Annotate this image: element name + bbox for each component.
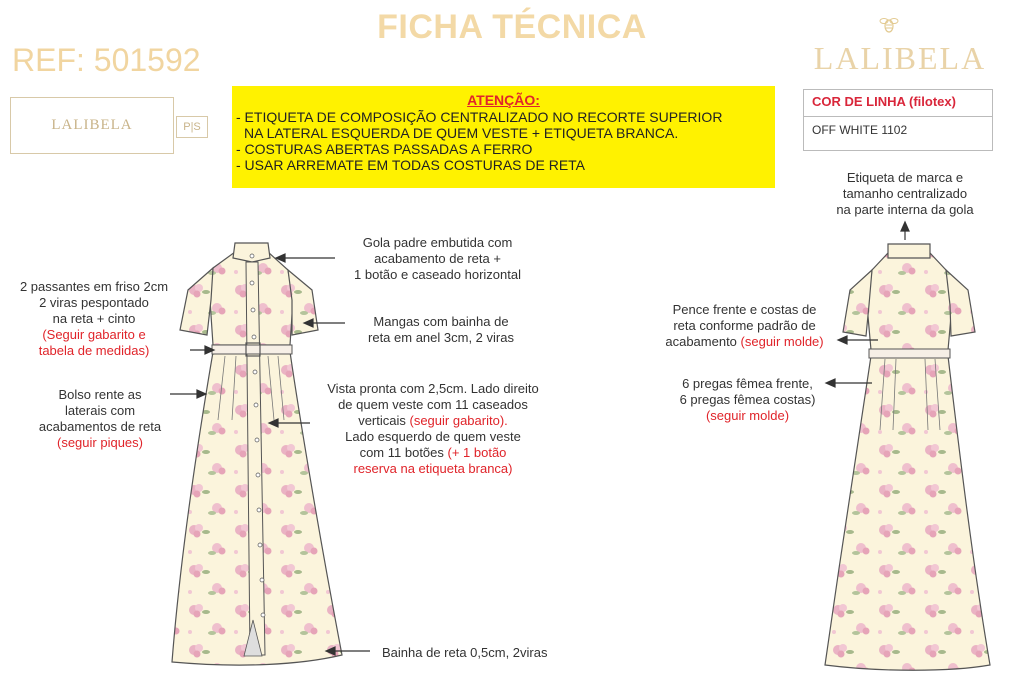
- placket-note: Vista pronta com 2,5cm. Lado direito de quem veste com 11 caseados verticais (seguir gabarito). Lado esquerdo de quem veste com 11 botões (+ 1 botão reserva na etiqueta branca): [327, 381, 539, 476]
- pocket-note: Bolso rente as laterais com acabamentos de reta (seguir piques): [38, 387, 162, 450]
- darts-note: Pence frente e costas de reta conforme padrão de acabamento (seguir molde): [665, 302, 824, 349]
- attention-line-3: - COSTURAS ABERTAS PASSADAS A FERRO: [236, 141, 533, 157]
- hem-note: Bainha de reta 0,5cm, 2viras: [382, 645, 548, 660]
- attention-line-4: - USAR ARREMATE EM TODAS COSTURAS DE RETA: [236, 157, 586, 173]
- pleats-note: 6 pregas fêmea frente, 6 pregas fêmea costas) (seguir molde): [679, 376, 816, 423]
- reference-number: REF: 501592: [12, 42, 201, 78]
- page-title: FICHA TÉCNICA: [377, 8, 647, 46]
- dress-back-drawing: [825, 244, 990, 670]
- thread-color-value: OFF WHITE 1102: [812, 123, 908, 137]
- collar-note: Gola padre embutida com acabamento de reta + 1 botão e caseado horizontal: [354, 235, 521, 282]
- attention-line-1: - ETIQUETA DE COMPOSIÇÃO CENTRALIZADO NO RECORTE SUPERIOR: [236, 109, 723, 125]
- attention-title: ATENÇÃO:: [467, 92, 540, 108]
- attention-line-2: NA LATERAL ESQUERDA DE QUEM VESTE + ETIQUETA BRANCA.: [244, 125, 679, 141]
- sleeves-note: Mangas com bainha de reta em anel 3cm, 2 viras: [368, 314, 514, 345]
- thread-color-label: COR DE LINHA (filotex): [804, 90, 992, 117]
- label-placement-note: Etiqueta de marca e tamanho centralizado na parte interna da gola: [836, 170, 974, 217]
- tag-brand-text: LALIBELA: [51, 117, 133, 133]
- belt-note: 2 passantes em friso 2cm 2 viras pespontado na reta + cinto (Seguir gabarito e tabela de medidas): [19, 279, 169, 358]
- size-label-tag: P|S: [176, 116, 208, 138]
- brand-logo: LALIBELA: [813, 40, 987, 76]
